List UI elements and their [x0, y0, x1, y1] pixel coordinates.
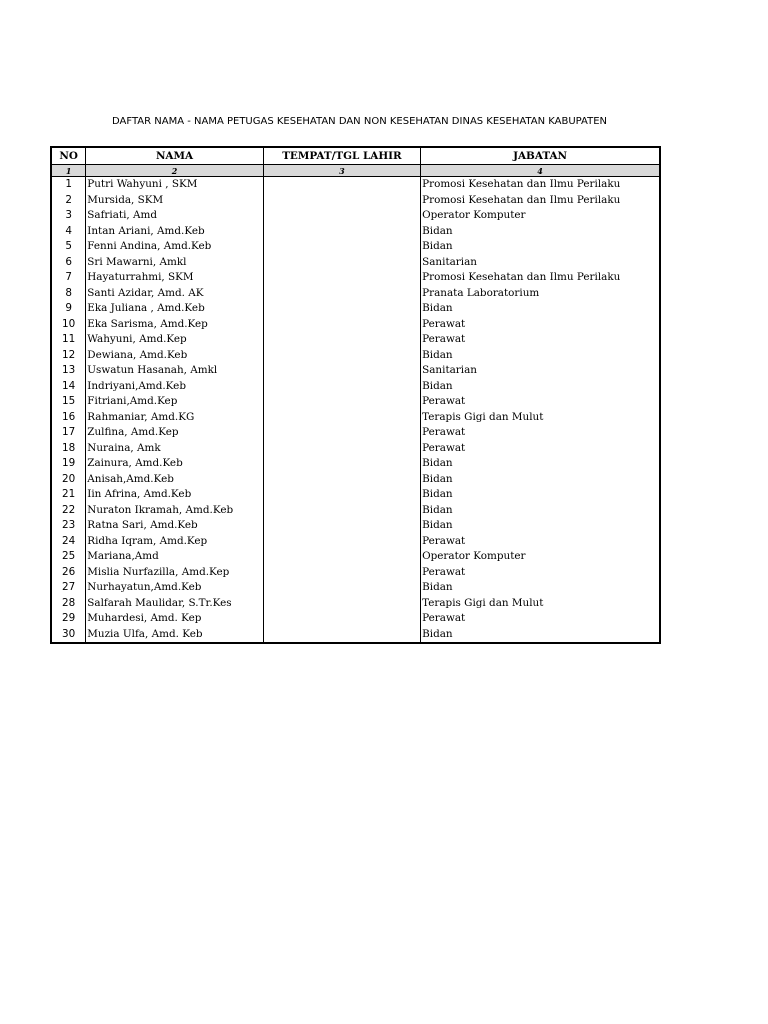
- cell-no: 27: [51, 580, 86, 596]
- cell-no: 22: [51, 503, 86, 519]
- cell-no: 8: [51, 286, 86, 302]
- header-jabatan: JABATAN: [421, 147, 660, 165]
- cell-nama: Wahyuni, Amd.Kep: [86, 332, 264, 348]
- cell-no: 11: [51, 332, 86, 348]
- cell-tempat-tgl-lahir: [263, 363, 420, 379]
- cell-jabatan: Bidan: [421, 518, 660, 534]
- column-index: 4: [421, 165, 660, 177]
- cell-tempat-tgl-lahir: [263, 596, 420, 612]
- cell-nama: Dewiana, Amd.Keb: [86, 348, 264, 364]
- cell-jabatan: Bidan: [421, 503, 660, 519]
- cell-nama: Zulfina, Amd.Kep: [86, 425, 264, 441]
- cell-nama: Intan Ariani, Amd.Keb: [86, 224, 264, 240]
- cell-jabatan: Bidan: [421, 379, 660, 395]
- cell-no: 5: [51, 239, 86, 255]
- cell-tempat-tgl-lahir: [263, 379, 420, 395]
- cell-jabatan: Terapis Gigi dan Mulut: [421, 596, 660, 612]
- table-row: [51, 472, 660, 488]
- cell-tempat-tgl-lahir: [263, 410, 420, 426]
- cell-nama: Fenni Andina, Amd.Keb: [86, 239, 264, 255]
- table-row: [51, 286, 660, 302]
- cell-tempat-tgl-lahir: [263, 255, 420, 271]
- cell-tempat-tgl-lahir: [263, 301, 420, 317]
- cell-nama: Hayaturrahmi, SKM: [86, 270, 264, 286]
- cell-no: 25: [51, 549, 86, 565]
- header-nama: NAMA: [86, 147, 264, 165]
- cell-tempat-tgl-lahir: [263, 627, 420, 644]
- cell-jabatan: Promosi Kesehatan dan Ilmu Perilaku: [421, 177, 660, 193]
- table-row: [51, 425, 660, 441]
- column-index-row: [51, 165, 660, 177]
- table-row: [51, 441, 660, 457]
- cell-no: 2: [51, 193, 86, 209]
- cell-no: 13: [51, 363, 86, 379]
- table-row: [51, 317, 660, 333]
- table-row: [51, 394, 660, 410]
- cell-jabatan: Bidan: [421, 224, 660, 240]
- table-row: [51, 565, 660, 581]
- table-row: [51, 627, 660, 644]
- cell-tempat-tgl-lahir: [263, 472, 420, 488]
- cell-jabatan: Promosi Kesehatan dan Ilmu Perilaku: [421, 270, 660, 286]
- cell-jabatan: Perawat: [421, 441, 660, 457]
- cell-no: 14: [51, 379, 86, 395]
- cell-jabatan: Bidan: [421, 472, 660, 488]
- table-row: [51, 534, 660, 550]
- cell-tempat-tgl-lahir: [263, 565, 420, 581]
- column-index: 2: [86, 165, 264, 177]
- cell-jabatan: Bidan: [421, 301, 660, 317]
- cell-no: 4: [51, 224, 86, 240]
- table-row: [51, 549, 660, 565]
- cell-nama: Santi Azidar, Amd. AK: [86, 286, 264, 302]
- table-row: [51, 487, 660, 503]
- cell-tempat-tgl-lahir: [263, 208, 420, 224]
- table-row: [51, 255, 660, 271]
- table-row: [51, 270, 660, 286]
- cell-jabatan: Bidan: [421, 487, 660, 503]
- cell-nama: Rahmaniar, Amd.KG: [86, 410, 264, 426]
- cell-no: 18: [51, 441, 86, 457]
- header-tempat-tgl-lahir: TEMPAT/TGL LAHIR: [263, 147, 420, 165]
- cell-tempat-tgl-lahir: [263, 177, 420, 193]
- cell-tempat-tgl-lahir: [263, 441, 420, 457]
- document-title: DAFTAR NAMA - NAMA PETUGAS KESEHATAN DAN NON KESEHATAN DINAS KESEHATAN KABUPATEN: [112, 116, 608, 127]
- cell-jabatan: Perawat: [421, 317, 660, 333]
- cell-no: 6: [51, 255, 86, 271]
- table-body: [51, 177, 660, 644]
- cell-jabatan: Bidan: [421, 580, 660, 596]
- table-row: [51, 379, 660, 395]
- cell-tempat-tgl-lahir: [263, 518, 420, 534]
- staff-table: [50, 146, 661, 644]
- cell-tempat-tgl-lahir: [263, 456, 420, 472]
- table-row: [51, 518, 660, 534]
- cell-no: 26: [51, 565, 86, 581]
- cell-jabatan: Perawat: [421, 425, 660, 441]
- cell-tempat-tgl-lahir: [263, 487, 420, 503]
- cell-tempat-tgl-lahir: [263, 580, 420, 596]
- table-row: [51, 363, 660, 379]
- cell-jabatan: Terapis Gigi dan Mulut: [421, 410, 660, 426]
- table-row: [51, 332, 660, 348]
- cell-nama: Muzia Ulfa, Amd. Keb: [86, 627, 264, 644]
- cell-no: 15: [51, 394, 86, 410]
- cell-no: 16: [51, 410, 86, 426]
- cell-tempat-tgl-lahir: [263, 503, 420, 519]
- cell-nama: Putri Wahyuni , SKM: [86, 177, 264, 193]
- cell-nama: Mariana,Amd: [86, 549, 264, 565]
- cell-no: 17: [51, 425, 86, 441]
- cell-tempat-tgl-lahir: [263, 425, 420, 441]
- cell-nama: Eka Juliana , Amd.Keb: [86, 301, 264, 317]
- table-row: [51, 193, 660, 209]
- cell-tempat-tgl-lahir: [263, 394, 420, 410]
- cell-jabatan: Bidan: [421, 456, 660, 472]
- cell-no: 30: [51, 627, 86, 644]
- cell-tempat-tgl-lahir: [263, 286, 420, 302]
- cell-jabatan: Perawat: [421, 565, 660, 581]
- cell-nama: Eka Sarisma, Amd.Kep: [86, 317, 264, 333]
- column-index: 1: [51, 165, 86, 177]
- cell-nama: Nurhayatun,Amd.Keb: [86, 580, 264, 596]
- cell-jabatan: Bidan: [421, 239, 660, 255]
- cell-jabatan: Promosi Kesehatan dan Ilmu Perilaku: [421, 193, 660, 209]
- table-row: [51, 348, 660, 364]
- cell-nama: Ridha Iqram, Amd.Kep: [86, 534, 264, 550]
- cell-nama: Zainura, Amd.Keb: [86, 456, 264, 472]
- cell-no: 23: [51, 518, 86, 534]
- cell-jabatan: Sanitarian: [421, 255, 660, 271]
- table-row: [51, 596, 660, 612]
- cell-tempat-tgl-lahir: [263, 270, 420, 286]
- table-row: [51, 301, 660, 317]
- cell-jabatan: Perawat: [421, 394, 660, 410]
- cell-no: 7: [51, 270, 86, 286]
- cell-nama: Iin Afrina, Amd.Keb: [86, 487, 264, 503]
- cell-no: 12: [51, 348, 86, 364]
- header-no: NO: [51, 147, 86, 165]
- cell-tempat-tgl-lahir: [263, 239, 420, 255]
- cell-jabatan: Bidan: [421, 348, 660, 364]
- table-row: [51, 503, 660, 519]
- table-row: [51, 580, 660, 596]
- table-row: [51, 208, 660, 224]
- cell-tempat-tgl-lahir: [263, 549, 420, 565]
- column-index: 3: [263, 165, 420, 177]
- cell-jabatan: Pranata Laboratorium: [421, 286, 660, 302]
- table-row: [51, 239, 660, 255]
- cell-no: 1: [51, 177, 86, 193]
- cell-no: 21: [51, 487, 86, 503]
- cell-nama: Safriati, Amd: [86, 208, 264, 224]
- cell-no: 29: [51, 611, 86, 627]
- cell-tempat-tgl-lahir: [263, 611, 420, 627]
- table-row: [51, 224, 660, 240]
- cell-tempat-tgl-lahir: [263, 224, 420, 240]
- cell-nama: Salfarah Maulidar, S.Tr.Kes: [86, 596, 264, 612]
- table-row: [51, 611, 660, 627]
- cell-tempat-tgl-lahir: [263, 348, 420, 364]
- cell-nama: Mislia Nurfazilla, Amd.Kep: [86, 565, 264, 581]
- cell-tempat-tgl-lahir: [263, 534, 420, 550]
- cell-nama: Sri Mawarni, Amkl: [86, 255, 264, 271]
- cell-no: 24: [51, 534, 86, 550]
- cell-jabatan: Operator Komputer: [421, 208, 660, 224]
- table-row: [51, 456, 660, 472]
- cell-nama: Uswatun Hasanah, Amkl: [86, 363, 264, 379]
- cell-jabatan: Operator Komputer: [421, 549, 660, 565]
- table-row: [51, 410, 660, 426]
- cell-nama: Indriyani,Amd.Keb: [86, 379, 264, 395]
- cell-nama: Muhardesi, Amd. Kep: [86, 611, 264, 627]
- cell-jabatan: Sanitarian: [421, 363, 660, 379]
- table-row: [51, 177, 660, 193]
- cell-tempat-tgl-lahir: [263, 193, 420, 209]
- cell-no: 19: [51, 456, 86, 472]
- cell-no: 10: [51, 317, 86, 333]
- cell-no: 3: [51, 208, 86, 224]
- cell-jabatan: Perawat: [421, 611, 660, 627]
- cell-nama: Ratna Sari, Amd.Keb: [86, 518, 264, 534]
- cell-no: 20: [51, 472, 86, 488]
- header-row: [51, 147, 660, 165]
- cell-jabatan: Bidan: [421, 627, 660, 644]
- cell-no: 28: [51, 596, 86, 612]
- cell-jabatan: Perawat: [421, 534, 660, 550]
- cell-nama: Anisah,Amd.Keb: [86, 472, 264, 488]
- cell-nama: Nuraton Ikramah, Amd.Keb: [86, 503, 264, 519]
- cell-nama: Mursida, SKM: [86, 193, 264, 209]
- cell-no: 9: [51, 301, 86, 317]
- cell-tempat-tgl-lahir: [263, 317, 420, 333]
- cell-nama: Fitriani,Amd.Kep: [86, 394, 264, 410]
- cell-jabatan: Perawat: [421, 332, 660, 348]
- cell-tempat-tgl-lahir: [263, 332, 420, 348]
- cell-nama: Nuraina, Amk: [86, 441, 264, 457]
